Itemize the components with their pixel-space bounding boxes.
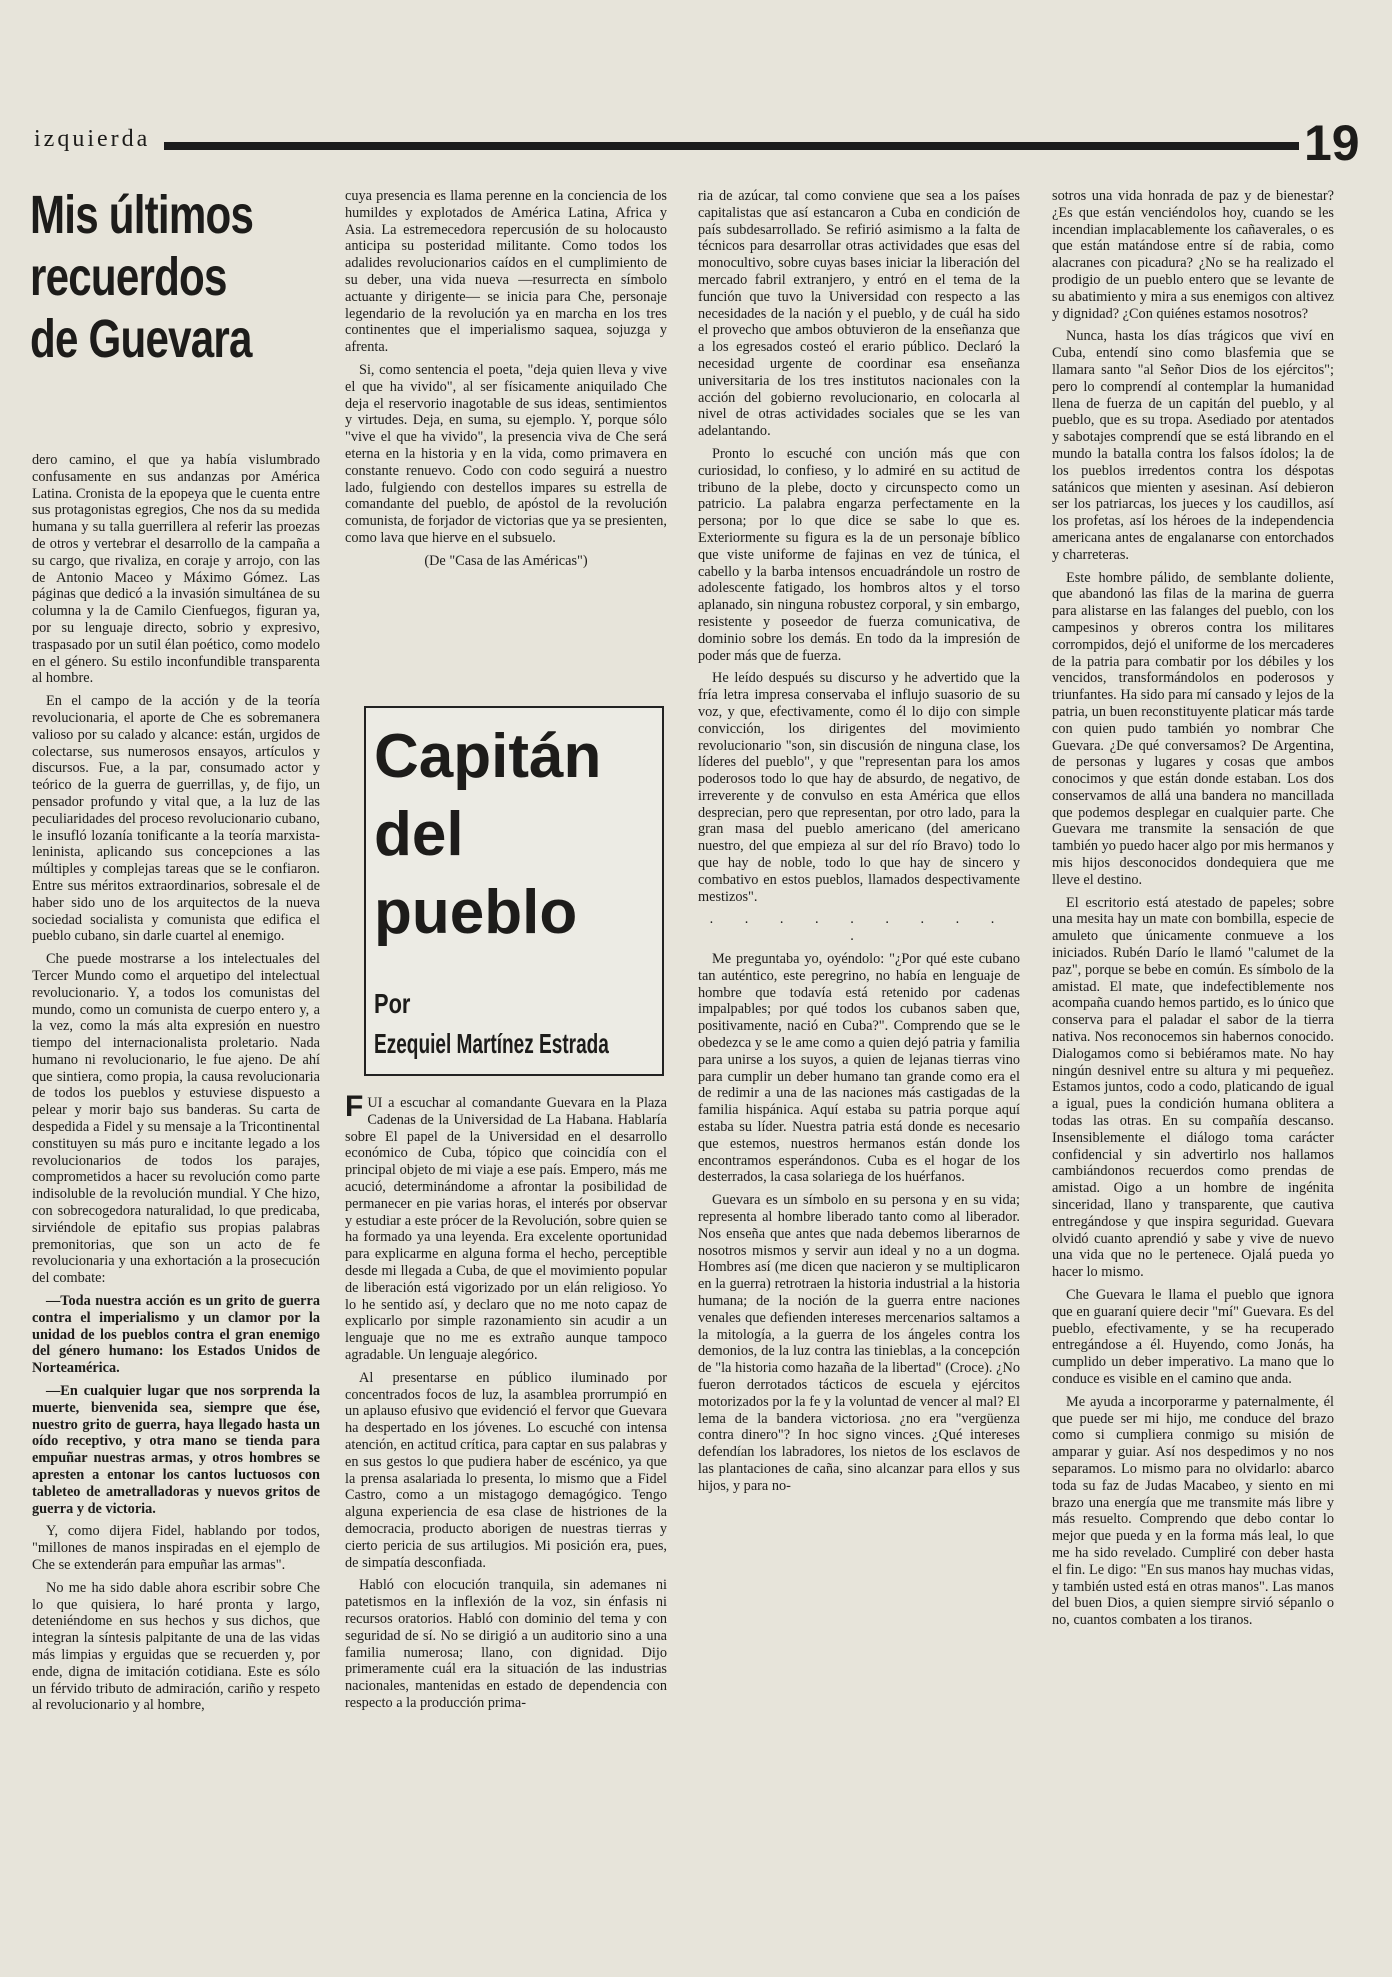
- drop-cap: F: [345, 1090, 364, 1123]
- article2-column-1: [345, 1090, 667, 1718]
- article2-column-2: [698, 188, 1020, 1501]
- paragraph: Habló con elocución tranquila, sin ademanes ni patetismos en la inflexión de la voz, sin énfasis ni recursos oratorios. Habló con dominio del tema y con seguridad de sí. No se dirigió a un auditorio sino a una familia numerosa; llano, con dignidad. Dijo primeramente cuál era la situación de las industrias nacionales, mantenidas en estado de dependencia con respecto a la producción prima-: [345, 1577, 667, 1711]
- paragraph: Este hombre pálido, de semblante doliente, que abandonó las filas de la marina de guerra para alistarse en las falanges del pueblo, con los campesinos y obreros contra los militares corrompidos, dejó el uniforme de los mercaderes de la patria para combatir por los débiles y los vencidos, transformándolos en poderosos y triunfantes. Ha sido para mí cansado y lejos de la patria, un buen reconstituyente platicar más tarde con quien pudo también yo nombrar Che Guevara. ¿De qué conversamos? De Argentina, de personas y lugares y cosas que ambos conocimos y que están donde estaban. Los dos conservamos de allá una bandera no mancillada que podemos desplegar en cualquier parte. Che Guevara me transmite la sensación de que también yo puedo hacer algo por mis hermanos y mis hijos desconocidos dondequiera que me lleve el destino.: [1052, 569, 1334, 888]
- article2-title-box: [364, 706, 664, 1076]
- article1-column-1: [32, 452, 320, 1720]
- paragraph: En el campo de la acción y de la teoría revolucionaria, el aporte de Che es sobremanera valioso por su calado y alcance: están, urgidos de colectarse, sus numerosos ensayos, artículos y discursos. Fue, a la par, consumado actor y teórico de la guerra de guerrillas, y, de fijo, un pensador profundo y vital que, a la luz de las peculiaridades del proceso revolucionario cubano, le insufló lozanía tonificante a la teoría marxista-leninista, aplicando sus concepciones a las múltiples y complejas tareas que se le confiaron. Entre sus méritos extraordinarios, sobresale el de haber sido uno de los arquitectos de la nueva sociedad socialista y comunista que edifica el pueblo cubano, sin darle cuartel al enemigo.: [32, 693, 320, 945]
- paragraph: Y, como dijera Fidel, hablando por todos, "millones de manos inspiradas en el ejemplo de Che se extenderán para empuñar las armas".: [32, 1523, 320, 1573]
- title-line: Capitán: [374, 722, 602, 791]
- quote-paragraph: —En cualquier lugar que nos sorprenda la muerte, bienvenida sea, siempre que ése, nuestro grito de guerra, haya llegado hasta un oído receptivo, y otra mano se tienda para empuñar nuestras armas, y otros hombres se apresten a entonar los cantos luctuosos con tableteo de ametralladoras y nuevos gritos de guerra y de victoria.: [32, 1383, 320, 1517]
- title-line: de Guevara: [30, 309, 252, 369]
- paragraph: Guevara es un símbolo en su persona y en su vida; representa al hombre liberado tanto como al liberador. Nos enseña que antes que nada debemos liberarnos de nosotros mismos y servir aun ideal y no a un dogma. Hombres así (me dicen que nacieron y se multiplicaron en la guerra) retrotraen la historia industrial a la historia humana; de la noción de la guerra entre naciones venales que defienden intereses mercenarios saltamos a la mitología, a la guerra de los ángeles contra los demonios, de la luz contra las tinieblas, a la concepción de "la historia como hazaña de la libertad" (Croce). ¿No fueron derrotados tácticos de escuela y ejércitos motorizados por la fe y la voluntad de vencer al mal? El lema de la bandera victoriosa. ¿no era "vergüenza contra dinero"? In hoc signo vinces. ¿Qué intereses defendían los labradores, los nietos de los esclavos de las plantaciones de caña, sino alcanzar para ellos y sus hijos, y para no-: [698, 1192, 1020, 1494]
- paragraph: Pronto lo escuché con unción más que con curiosidad, lo confieso, y lo admiré en su actitud de tribuno de la plebe, docto y circunspecto como un patricio. La palabra engarza perfectamente en la persona; por lo que dice se sabe lo que es. Exteriormente su figura es la de un personaje bíblico que viste uniforme de fajinas en vez de túnica, el cabello y la barba intensos encuadrándole un rostro de adolescente fatigado, los hombros altos y el torso aplanado, sin ninguna robustez corporal, y sin embargo, resistente y poseedor de fuerza comunicativa, de dominio sobre los demás. En todo da la impresión de poder más que de fuerza.: [698, 445, 1020, 664]
- section-divider: . . . . . . . . . .: [709, 911, 1009, 945]
- page-number: 19: [1304, 115, 1360, 171]
- title-line: del: [374, 800, 464, 869]
- paragraph: dero camino, el que ya había vislumbrado confusamente en sus andanzas por América Latina. Cronista de la epopeya que le cuenta entre sus protagonistas egregios, Che nos da su medida humana y su talla guerrillera al referir las proezas de otros y vertebrar el desarrollo de la campaña a su cargo, que rivaliza, en coraje y arrojo, con las de Antonio Maceo y Máximo Gómez. Las páginas que dedicó a la invasión simultánea de su columna y la de Camilo Cienfuegos, figuran ya, por su lenguaje directo, sobrio y expresivo, traspasado por un sutil élan poético, como modelo en el género. Su estilo inconfundible transparenta al hombre.: [32, 452, 320, 687]
- paragraph: Al presentarse en público iluminado por concentrados focos de luz, la asamblea prorrumpió en un aplauso efusivo que evidenció el fervor que Guevara ha despertado en los jóvenes. Lo escuché con intensa atención, en actitud crítica, para captar en sus palabras y en sus gestos lo que pudiera haber de escénico, ya que la prensa asalariada lo presenta, lo mismo que a Fidel Castro, como a un mistagogo demagógico. Tengo alguna experiencia de esa clase de histriones de la democracia, producto aborigen de nuestras tierras y cierto pericia de sus artilugios. Mi posición era, pues, de simpatía desconfiada.: [345, 1369, 667, 1571]
- paragraph: No me ha sido dable ahora escribir sobre Che lo que quisiera, lo haré pronta y largo, deteniéndome en sus hechos y sus dichos, que integran la síntesis palpitante de una de las vidas más limpias y erguidas que se recuerden y, por ende, digna de imitación cotidiana. Este es sólo un férvido tributo de admiración, cariño y respeto al revolucionario y al hombre,: [32, 1579, 320, 1714]
- page-header: [34, 115, 1360, 171]
- article-source: (De "Casa de las Américas"): [424, 552, 588, 569]
- paragraph: cuya presencia es llama perenne en la conciencia de los humildes y explotados de América Latina, Africa y Asia. La estremecedora repercusión de su holocausto anticipa su posteridad militante. Como todos los adalides revolucionarios caídos en el cumplimiento de su deber, una vida nueva —resurrecta en símbolo actuante y dirigente— se inicia para Che, personaje legendario de la revolución ya en marcha en los tres continentes que el imperialismo saquea, sojuzga y afrenta.: [345, 188, 667, 356]
- paragraph: Che Guevara le llama el pueblo que ignora que en guaraní quiere decir "mí" Guevara. Es del pueblo, efectivamente, y se ha recuperado entregándose a él. Huyendo, como Jonás, ha cumplido un deber imperativo. La mano que lo conduce es visible en el camino que anda.: [1052, 1287, 1334, 1387]
- paragraph: Me ayuda a incorporarme y paternalmente, él que puede ser mi hijo, me conduce del brazo como si cumpliera conmigo su misión de amparar y guiar. Así nos despedimos y no nos separamos. Lo mismo para no olvidarlo: abarco toda su faz de Judas Macabeo, y siento en mi brazo una energía que me transmite más libre y más resuelto. Comprendo que debo contar lo mejor que pueda y en la forma más leal, lo que me ha sido revelado. Cumpliré con deber hasta el fin. Le digo: "En sus manos hay muchas vidas, y también usted está en otras manos". Las manos del buen Dios, a quien siempre sirvió sépanlo o no, cuantos combaten a los tiranos.: [1052, 1393, 1334, 1629]
- title-line: pueblo: [374, 878, 578, 947]
- paragraph: Si, como sentencia el poeta, "deja quien lleva y vive el que ha vivido", al ser físicamente aniquilado Che deja el reservorio inagotable de sus ideas, sentimientos y virtudes. Deja, en suma, su ejemplo. Y, porque sólo "vive el que ha vivido", la presencia viva de Che será eterna en la historia y en la vida, como primavera en constante renuevo. Codo con codo seguirá a nuestro lado, fulgiendo con destellos impares su estrella de comandante del pueblo, de apóstol de la revolución comunista, de forjador de victorias que ya se presienten, como lava que hierve en el subsuelo.: [345, 361, 667, 546]
- article-title-capitan: [374, 718, 601, 952]
- header-rule: [164, 142, 1299, 150]
- title-line: recuerdos: [30, 247, 227, 307]
- paragraph: ria de azúcar, tal como conviene que sea a los países capitalistas que así estancaron a Cuba en condición de país subdesarrollado. Se refirió asimismo a la falta de técnicos para desarrollar otras actividades que esas del monocultivo, sobre cuyas bases iniciar la liberación del mercado fabril extranjero, y entró en el tema de la función que tuvo la Universidad con respecto a las necesidades de la nación y el pueblo, y de cuál ha sido el provecho que ambos obtuvieron de la enseñanza que a los egresados costeó el erario público. Declaró la necesidad urgente de coordinar esa enseñanza universitaria de los tres institutos nacionales con la acción del gobierno revolucionario, en colocarla al nivel de otras actividades sociales que se les van adelantando.: [698, 188, 1020, 440]
- article-title-guevara: [30, 184, 256, 370]
- byline-por: Por: [374, 988, 411, 1019]
- byline-author: Ezequiel Martínez Estrada: [374, 1028, 609, 1059]
- title-line: Mis últimos: [30, 185, 254, 245]
- lead-paragraph: FUI a escuchar al comandante Guevara en la Plaza Cadenas de la Universidad de La Habana. Hablaría sobre El papel de la Universidad en el desarrollo económico de Cuba, tópico que coincidía con el principal objeto de mi viaje a ese país. Empero, más me acució, determinándome a afrontar la posibilidad de permanecer en pie varias horas, el interés por observar y estudiar a este prócer de la Revolución, sobre quien se ha formado ya una leyenda. Era excelente oportunidad para explicarme en alguna forma el hecho, perceptible desde mi llegada a Cuba, de que el movimiento popular de liberación está vigorizado por un elán religioso. Yo lo he sentido así, y declaro que no me noto capaz de explicarlo por simple razonamiento sin acudir a un lenguaje que no me es extraño aunque tampoco agradable. Un lenguaje alegórico.: [345, 1090, 667, 1363]
- paragraph: Che puede mostrarse a los intelectuales del Tercer Mundo como el arquetipo del intelectual revolucionario. Y, a todos los comunistas del mundo, como un comunista de cuerpo entero y, a la vez, como la más alta expresión en nuestro tiempo del internacionalista proletario. Nada humano ni revolucionario, le fue ajeno. De ahí que sintiera, como propia, la causa revolucionaria de todos los pueblos y estuviese dispuesto a pelear y morir bajo sus banderas. Su carta de despedida a Fidel y su mensaje a la Tricontinental constituyen su más puro e incitante legado a los revolucionarios de todos los parajes, comprometidos a hacer su revolución como parte indisoluble de la revolución mundial. Y Che hizo, con sobrecogedora naturalidad, lo que predicaba, sirviéndole de epitafio sus propias palabras premonitorias, que son un acto de fe revolucionaria y una exhortación a la prosecución del combate:: [32, 951, 320, 1287]
- section-name: izquierda: [34, 126, 151, 152]
- paragraph: Nunca, hasta los días trágicos que viví en Cuba, entendí sino como blasfemia que se llamara santo "al Señor Dios de los ejércitos"; pero lo comprendí al contemplar la humanidad llena de fuerza de un capitán del pueblo, y al pueblo, que es su tropa. Asediado por atentados y sabotajes comprendí que se está librando en el mundo la batalla contra los falsos ídolos; la de los pueblos irredentos contra los déspotas satánicos que mienten y asesinan. Así debieron ser los patriarcas, los jueces y los caudillos, así los profetas, así los héroes de la independencia americana antes de engalanarse con entorchados y charreteras.: [1052, 328, 1334, 563]
- quote-paragraph: —Toda nuestra acción es un grito de guerra contra el imperialismo y un clamor por la unidad de los pueblos contra el gran enemigo del género humano: los Estados Unidos de Norteamérica.: [32, 1293, 320, 1377]
- article2-column-3: [1052, 188, 1334, 1635]
- paragraph: El escritorio está atestado de papeles; sobre una mesita hay un mate con bombilla, especie de amuleto que únicamente conmueve a los iniciados. Rubén Darío le llamó "calumet de la paz", porque se bebe en común. Es símbolo de la amistad. El mate, que indefectiblemente nos acompaña cuando hemos partido, es lo único que conserva para el paladar el sabor de la tierra nativa. Nos reconocemos sin habernos conocido. Dialogamos como si bebiéramos mate. No hay ningún desnivel entre su altura y mi pequeñez. Estamos juntos, codo a codo, platicando de igual a igual, pues la condición humana oblitera a todas las otras. En su compañía descanso. Insensiblemente el diálogo toma carácter confidencial y sin advertirlo nos hallamos cambiándonos recuerdos como prendas de amistad. Oigo a un hombre de ingénita sinceridad, llano y transparente, que cautiva entregándose y que inspira seguridad. Guevara olvidó cuanto aprendió y sabe y vive de nuevo una vida que no le pertenece. Ojalá pueda yo hacer lo mismo.: [1052, 894, 1334, 1281]
- paragraph: He leído después su discurso y he advertido que la fría letra impresa conservaba el influjo suasorio de su voz, y que, efectivamente, como él lo dijo con simple convicción, los dirigentes del movimiento revolucionario "son, sin discusión de ninguna clase, los líderes del pueblo", y que "representan para los amos poderosos todo lo que hay de absurdo, de negativo, de irreverente y de convulso en esta América que ellos desprecian, pero que representan, por otro lado, para la gran masa del pueblo americano (del americano nuestro, del que empieza al sur del río Bravo) todo lo que hay de noble, todo lo que hay de sincero y combativo en estos pueblos, llamados despectivamente mestizos".: [698, 670, 1020, 905]
- paragraph: Me preguntaba yo, oyéndolo: "¿Por qué este cubano tan auténtico, este peregrino, no había en lenguaje de hombre que todavía está retenido por cadenas impalpables; por qué todos los cubanos saben que, positivamente, nació en Cuba?". Comprendo que se le obedezca y se le ame como a quien dejó patria y familia para unirse a los suyos, a quien de lejanas tierras vino para cumplir un deber humano tan grande como era el de redimir a una de las naciones más castigadas de la familia hispánica. Aquí estaba su patria porque aquí estaba su líder. Nuestra patria está donde es necesario que estemos, nuestros hermanos están donde los encontramos esperándonos. Cuba es el hogar de los desterrados, la casa solariega de los huérfanos.: [698, 951, 1020, 1186]
- paragraph: sotros una vida honrada de paz y de bienestar? ¿Es que están venciéndolos hoy, cuando se les incendian implacablemente los cañaverales, o es que están matándose entre sí de rabia, como alacranes con picadura? ¿No se ha realizado el prodigio de un pueblo entero que se levante de su abatimiento y mira a sus enemigos con altivez y dignidad? ¿Con quiénes estamos nosotros?: [1052, 188, 1334, 322]
- article1-column-2: [345, 188, 667, 576]
